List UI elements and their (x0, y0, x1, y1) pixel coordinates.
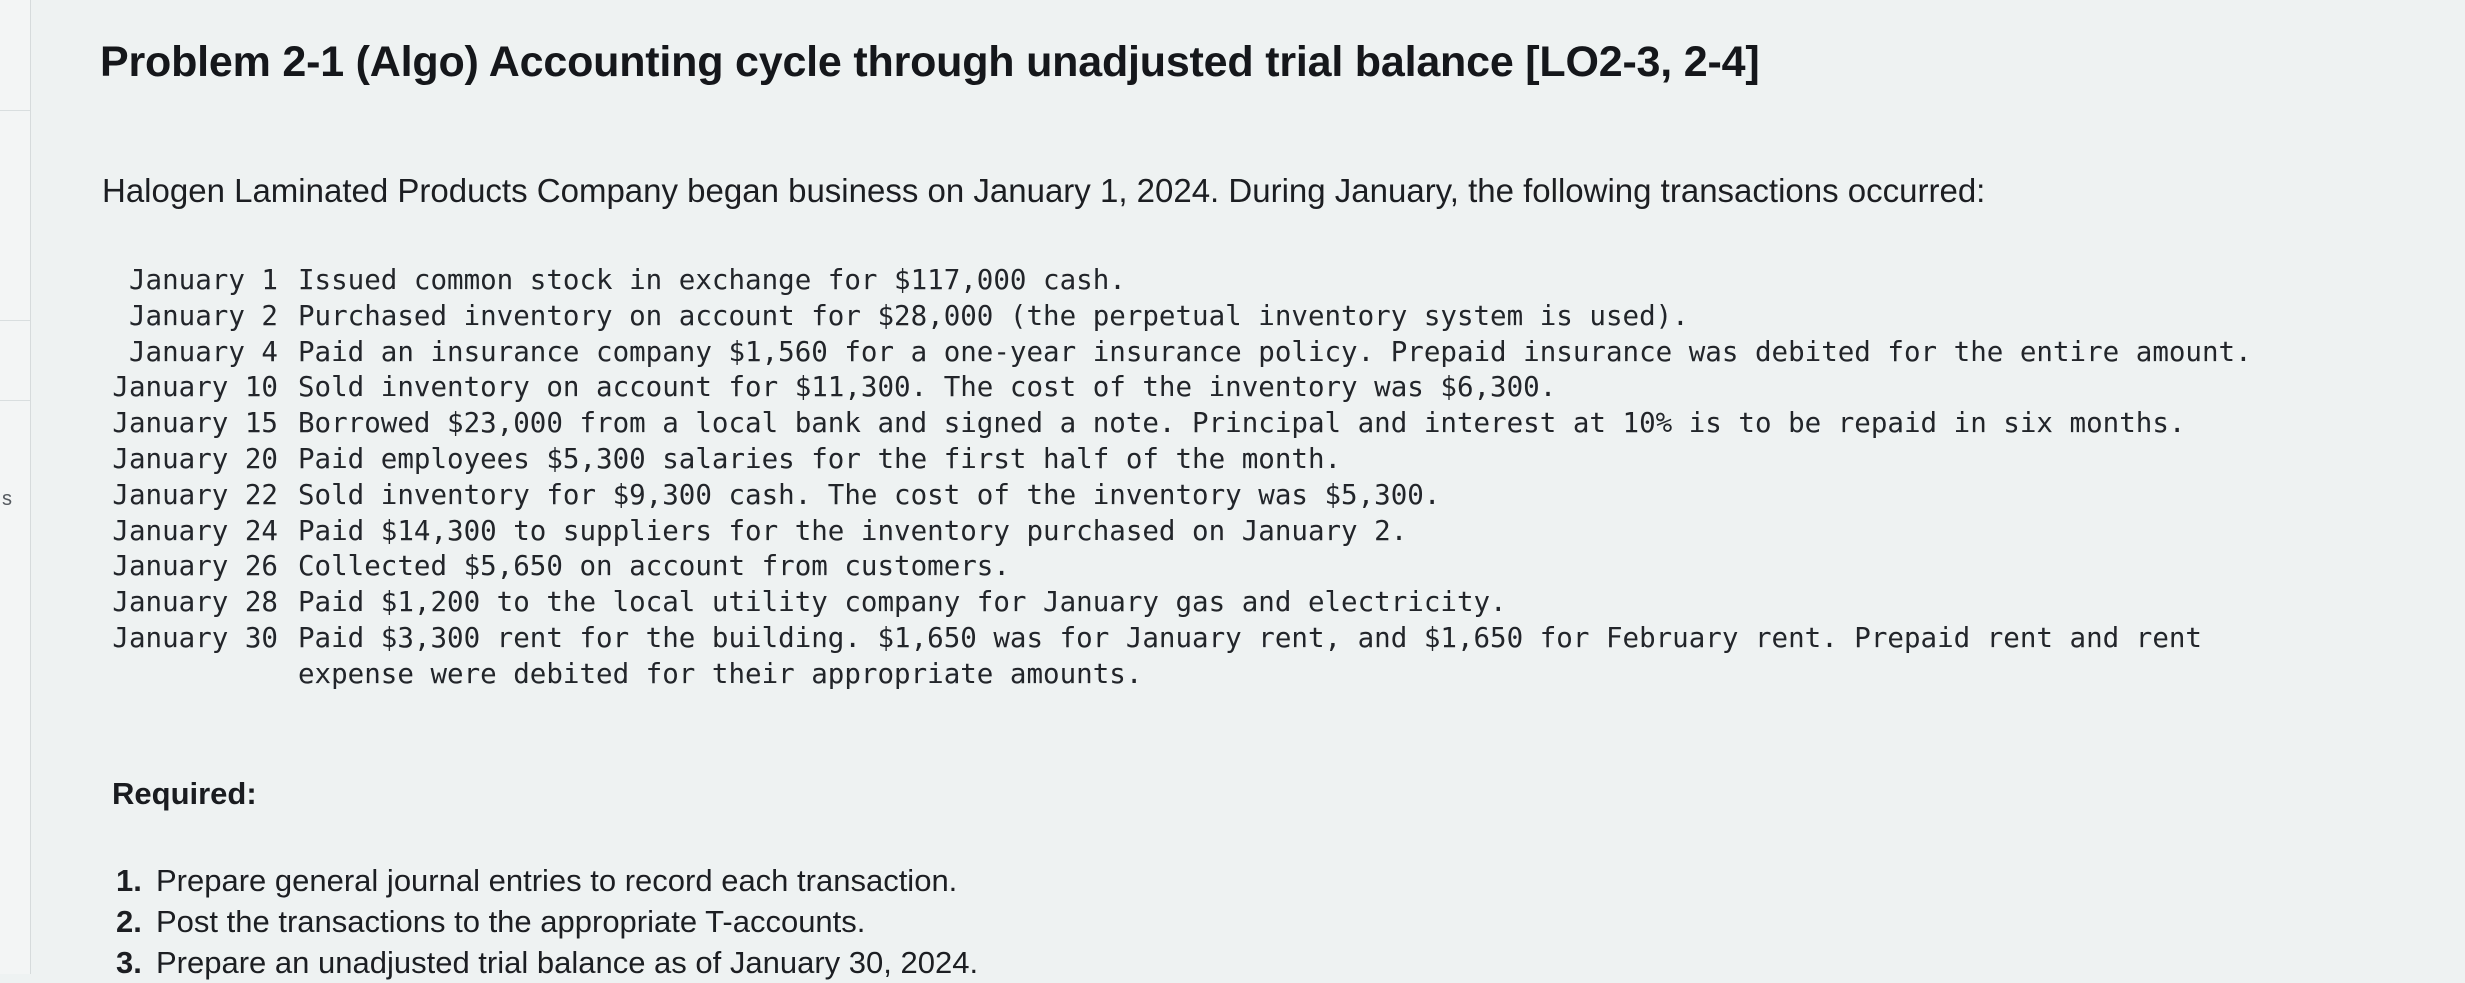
left-edge-tab[interactable] (0, 320, 30, 401)
requirement-number: 3. (116, 945, 142, 980)
left-edge-text: s (2, 488, 12, 510)
transaction-row (100, 549, 2278, 585)
requirement-item (116, 860, 978, 901)
transaction-row (100, 478, 2278, 514)
requirement-text: Prepare general journal entries to record each transaction. (156, 863, 958, 898)
transaction-list (100, 263, 2278, 693)
transaction-date: January 4 (128, 335, 278, 368)
left-edge-tab[interactable] (0, 240, 30, 321)
transaction-description: Paid $3,300 rent for the building. $1,650 was for January rent, and $1,650 for February rent. Prepaid rent and rent expense were debited for their appropriate amounts. (298, 621, 2219, 690)
transaction-date: January 24 (112, 514, 278, 547)
transaction-description: Purchased inventory on account for $28,000 (the perpetual inventory system is used). (298, 299, 1689, 332)
transaction-description: Borrowed $23,000 from a local bank and signed a note. Principal and interest at 10% is to be repaid in six months. (298, 407, 2186, 440)
transaction-date: January 28 (112, 586, 278, 619)
transaction-description: Paid $14,300 to suppliers for the inventory purchased on January 2. (298, 514, 1408, 547)
transaction-row (100, 335, 2278, 371)
requirement-text: Prepare an unadjusted trial balance as of January 30, 2024. (156, 945, 979, 980)
transaction-description: Sold inventory for $9,300 cash. The cost of the inventory was $5,300. (298, 478, 1441, 511)
transaction-description: Collected $5,650 on account from customers. (298, 550, 1010, 583)
transaction-row (100, 406, 2278, 442)
requirement-text: Post the transactions to the appropriate T-accounts. (156, 904, 866, 939)
required-heading: Required: (112, 776, 257, 811)
problem-title: Problem 2-1 (Algo) Accounting cycle through unadjusted trial balance [LO2-3, 2-4] (100, 38, 1760, 86)
transaction-description: Paid $1,200 to the local utility company for January gas and electricity. (298, 586, 1507, 619)
transaction-description: Paid an insurance company $1,560 for a one-year insurance policy. Prepaid insurance was debited for the entire amount. (298, 335, 2252, 368)
requirement-item (116, 901, 978, 942)
transaction-date: January 15 (112, 407, 278, 440)
transaction-date: January 30 (112, 621, 278, 654)
requirement-item (116, 942, 978, 983)
transaction-row (100, 585, 2278, 621)
transaction-date: January 26 (112, 550, 278, 583)
transaction-date: January 10 (112, 371, 278, 404)
transaction-row (100, 514, 2278, 550)
transaction-date: January 1 (128, 264, 278, 296)
requirements-list (116, 860, 978, 983)
transaction-row (100, 370, 2278, 406)
left-edge-tab[interactable] (0, 30, 30, 111)
transaction-description: Sold inventory on account for $11,300. The cost of the inventory was $6,300. (298, 371, 1557, 404)
problem-content (100, 38, 2420, 980)
transaction-date: January 2 (128, 299, 278, 332)
transaction-date: January 22 (112, 478, 278, 511)
transaction-row (100, 263, 2278, 299)
transaction-row (100, 299, 2278, 335)
transaction-description: Paid employees $5,300 salaries for the first half of the month. (298, 442, 1342, 475)
requirement-number: 2. (116, 904, 142, 939)
transaction-row (100, 621, 2278, 693)
transaction-date: January 20 (112, 442, 278, 475)
left-edge-panel (0, 0, 31, 974)
transaction-row (100, 442, 2278, 478)
requirement-number: 1. (116, 863, 142, 898)
problem-intro: Halogen Laminated Products Company began business on January 1, 2024. During January, the following transactions occurred: (102, 172, 1986, 209)
transaction-description: Issued common stock in exchange for $117,000 cash. (298, 264, 1126, 296)
